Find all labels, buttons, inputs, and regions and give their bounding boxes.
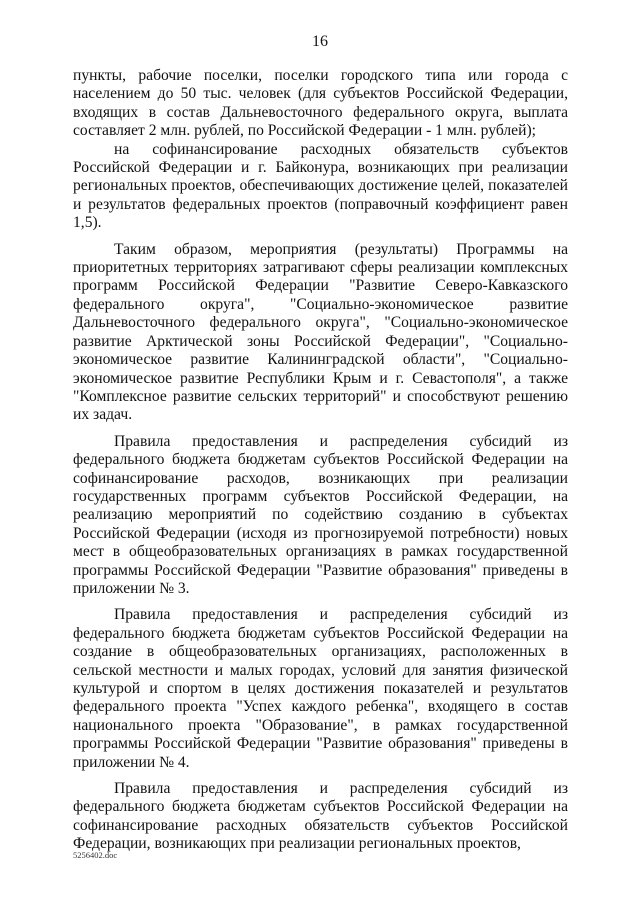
paragraph-2: на софинансирование расходных обязательств субъектов Российской Федерации и г. Байконура, возникающих при реализации региональных проектов, обеспечивающих достижение целей, показателей и результатов федеральных проектов (поправочный коэффициент равен 1,5). [73,140,568,232]
document-id: 5256402.doc [73,850,118,860]
paragraph-6: Правила предоставления и распределения субсидий из федерального бюджета бюджетам субъектов Российской Федерации на софинансирование расходных обязательств субъектов Российской Федерации, возникающих при реализации региональных проектов, [73,780,568,853]
paragraph-4: Правила предоставления и распределения субсидий из федерального бюджета бюджетам субъектов Российской Федерации на софинансирование расходов, возникающих при реализации государственных программ субъектов Российской Федерации, на реализацию мероприятий по содействию созданию в субъектах Российской Федерации (исходя из прогнозируемой потребности) новых мест в общеобразовательных организациях в рамках государственной программы Российской Федерации "Развитие образования" приведены в приложении № 3. [73,432,568,597]
page-number: 16 [312,33,328,50]
paragraph-3: Таким образом, мероприятия (результаты) Программы на приоритетных территориях затрагивают сферы реализации комплексных программ Российской Федерации "Развитие Северо-Кавказского федерального округа", "Социально-экономическое развитие Дальневосточного федерального округа", "Социально-экономическое развитие Арктической зоны Российской Федерации", "Социально-экономическое развитие Калининградской области", "Социально-экономическое развитие Республики Крым и г. Севастополя", а также "Комплексное развитие сельских территорий" и способствуют решению их задач. [73,240,568,424]
paragraph-5: Правила предоставления и распределения субсидий из федерального бюджета бюджетам субъектов Российской Федерации на создание в общеобразовательных организациях, расположенных в сельской местности и малых городах, условий для занятия физической культурой и спортом в целях достижения показателей и результатов федерального проекта "Успех каждого ребенка", входящего в состав национального проекта "Образование", в рамках государственной программы Российской Федерации "Развитие образования" приведены в приложении № 4. [73,606,568,771]
paragraph-1: пункты, рабочие поселки, поселки городского типа или города с населением до 50 тыс. человек (для субъектов Российской Федерации, входящих в состав Дальневосточного федерального округа, выплата составляет 2 млн. рублей, по Российской Федерации - 1 млн. рублей); [73,67,568,140]
document-body [73,67,568,854]
